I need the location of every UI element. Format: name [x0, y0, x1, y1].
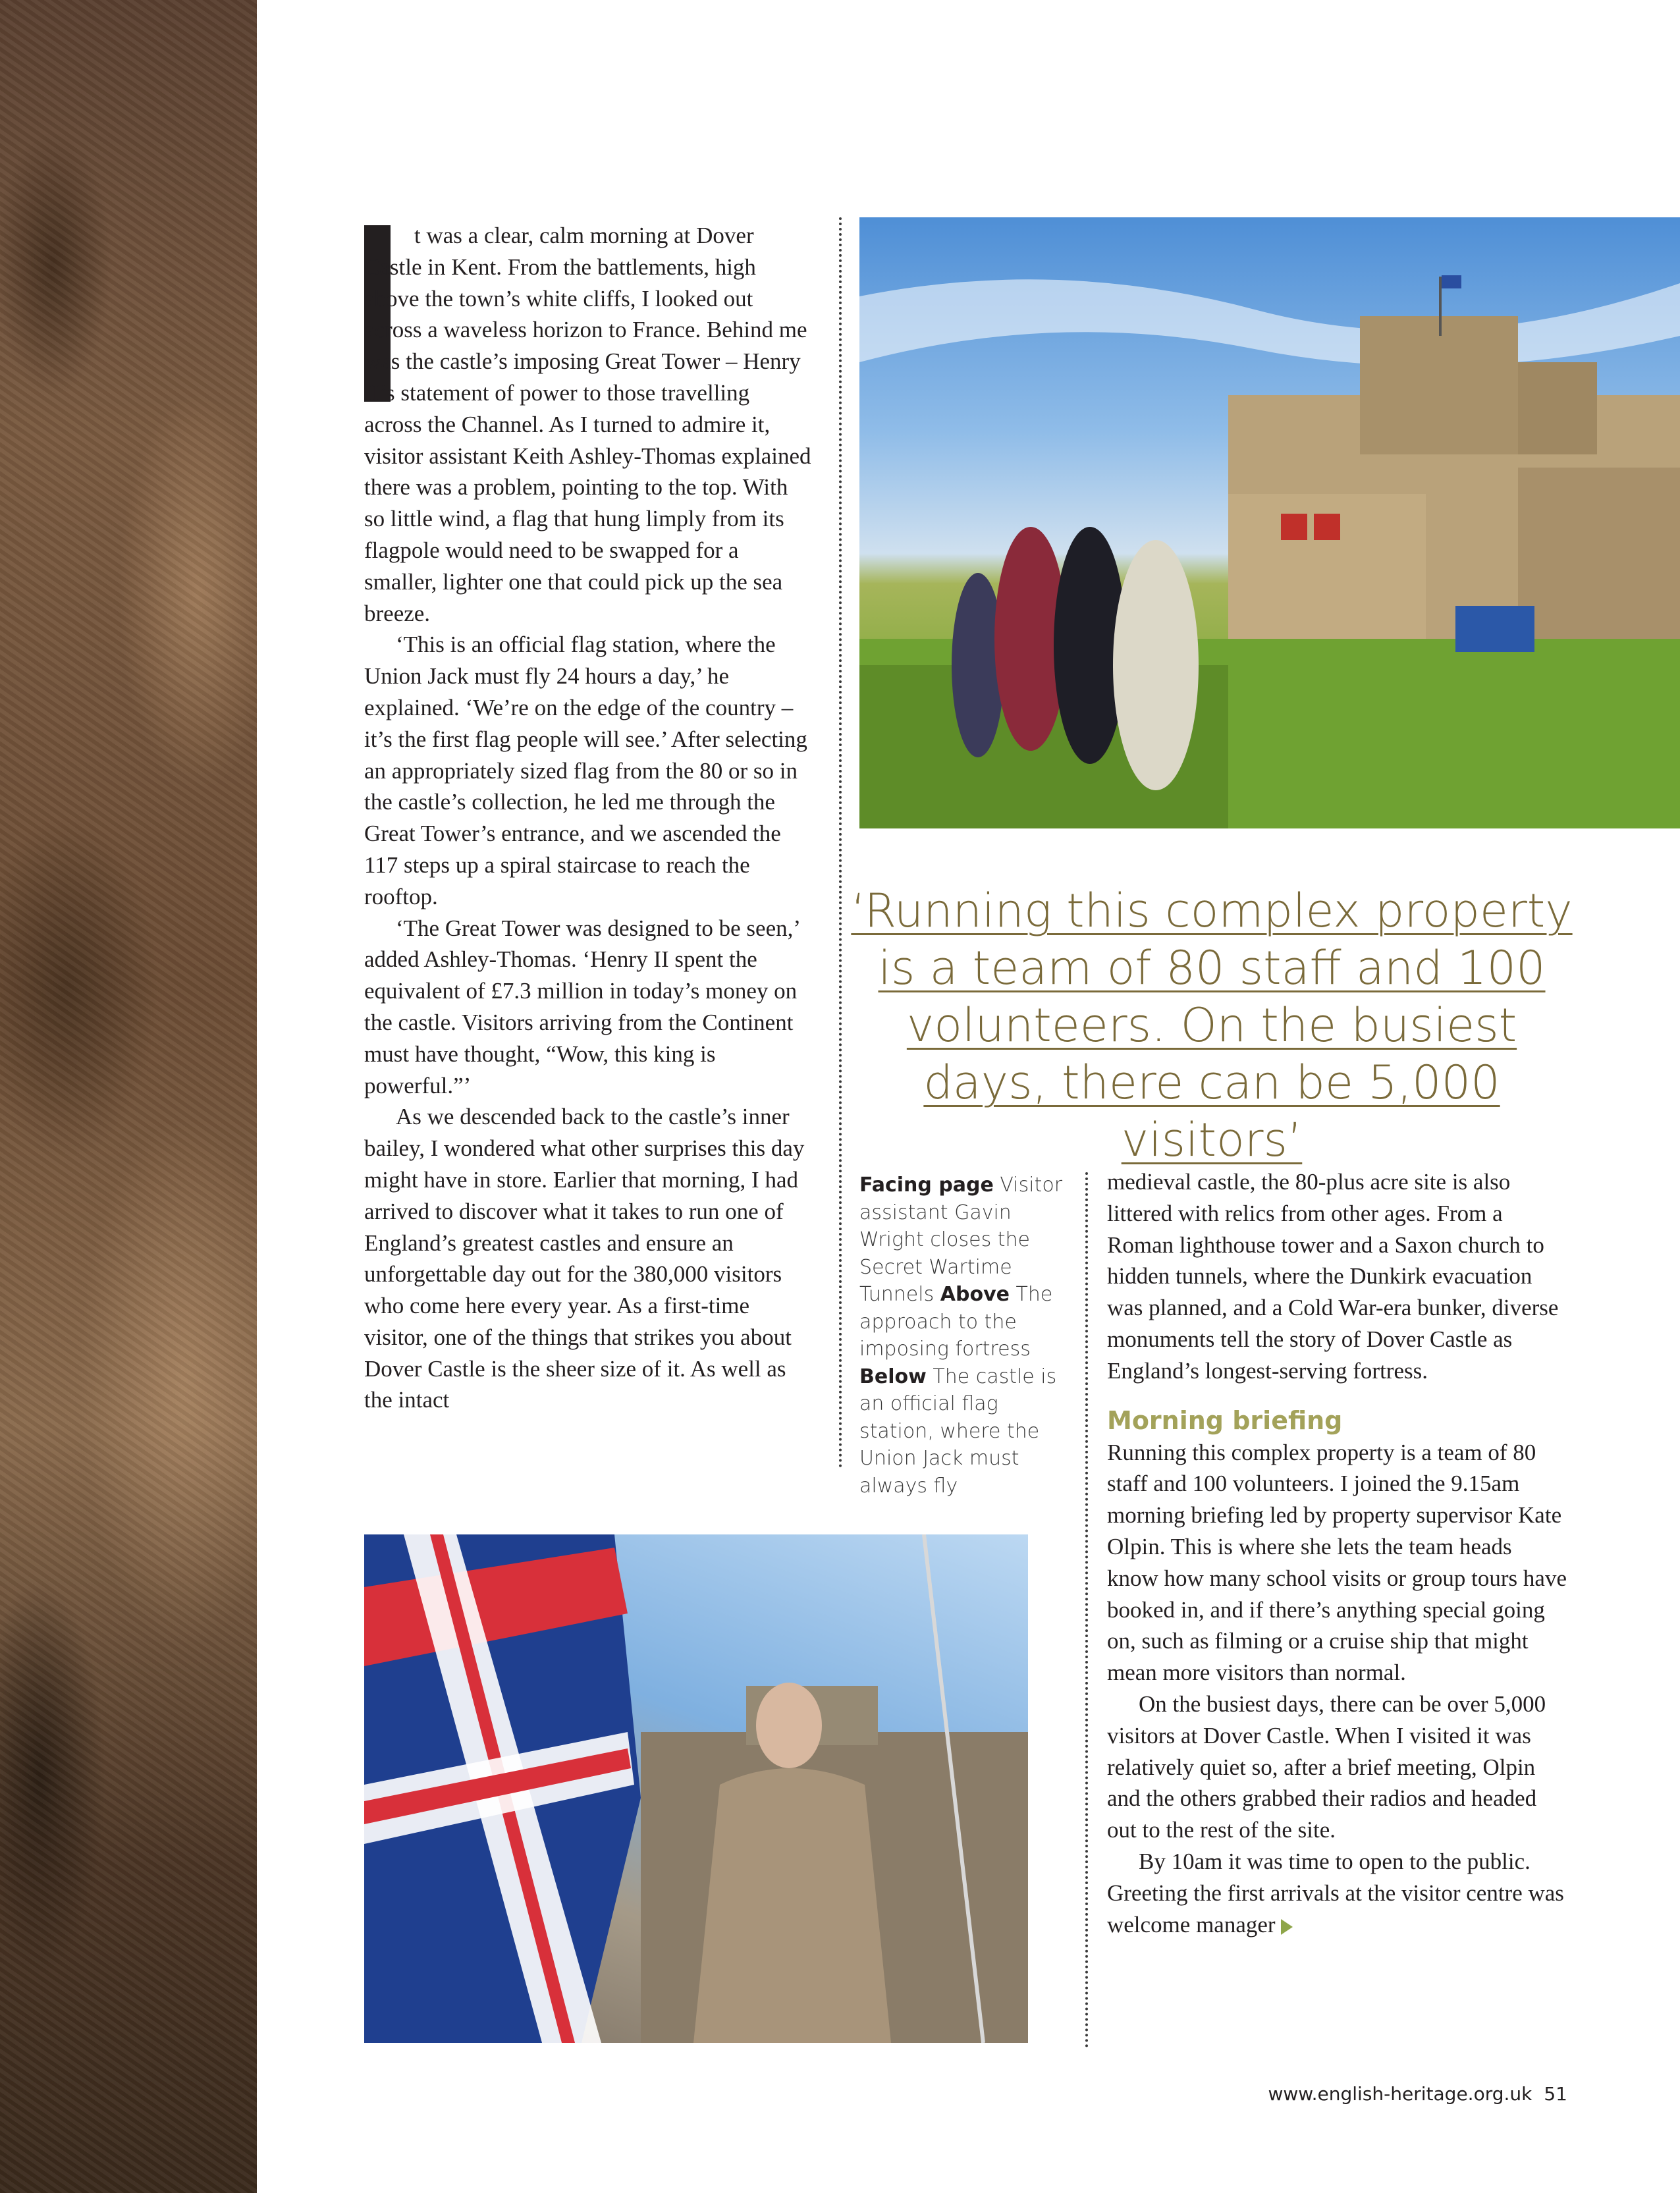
caption-below-text: The castle is an official flag station, where the Union Jack must always fly [859, 1365, 1057, 1498]
pull-quote: ‘Running this complex property is a team of 80 staff and 100 volunteers. On the busiest days, there can be 5,000 visitors’ [851, 884, 1573, 1167]
footer-url: www.english-heritage.org.uk [1268, 2083, 1532, 2105]
caption-above-text: The approach to the imposing fortress [859, 1283, 1053, 1361]
briefing-paragraph-3: By 10am it was time to open to the public. Greeting the first arrivals at the visitor centre was welcome manager [1107, 1848, 1564, 1937]
briefing-section [1107, 1437, 1568, 1941]
caption-below-label: Below [859, 1365, 927, 1388]
briefing-paragraph-2: On the busiest days, there can be over 5,000 visitors at Dover Castle. When I visited it was relatively quiet so, after a brief meeting, Olpin and the others grabbed their radios and headed out to the rest of the site. [1107, 1691, 1546, 1843]
paragraph-3: ‘The Great Tower was designed to be seen,’ added Ashley-Thomas. ‘Henry II spent the equivalent of £7.3 million in today’s money on the castle. Visitors arriving from the Continent must have thought, “Wow, this king is powerful.”’ [364, 915, 799, 1098]
article-column-1 [364, 220, 812, 1416]
column-divider-1 [839, 217, 842, 1469]
paragraph-4: As we descended back to the castle’s inner bailey, I wondered what other surprises this day might have in store. Earlier that morning, I had arrived to discover what it takes to run one of England’s greatest castles and ensure an unforgettable day out for the 380,000 visitors who come here every year. As a first-time visitor, one of the things that strikes you about Dover Castle is the sheer size of it. As well as the intact [364, 1104, 805, 1413]
briefing-paragraph-1: Running this complex property is a team of 80 staff and 100 volunteers. I joined the 9.15am morning briefing led by property supervisor Kate Olpin. This is where she lets the team heads know how many school visits or group tours have booked in, and if there’s anything special going on, such as filming or a cruise ship that might mean more visitors than normal. [1107, 1439, 1567, 1686]
photo-caption [859, 1172, 1067, 1500]
page-number: 51 [1544, 2083, 1567, 2105]
continue-arrow-icon [1281, 1919, 1293, 1935]
caption-facing-text: Visitor assistant Gavin Wright closes the Secret Wartime Tunnels [859, 1174, 1063, 1306]
intro-paragraph: medieval castle, the 80-plus acre site is also littered with relics from other ages. From a Roman lighthouse tower and a Saxon church to hidden tunnels, where the Dunkirk evacuation was planned, and a Cold War-era bunker, diverse monuments tell the story of Dover Castle as England’s longest-serving fortress. [1107, 1169, 1559, 1384]
flag-illustration [364, 1534, 1028, 2043]
caption-above-label: Above [940, 1283, 1010, 1306]
page-footer [1251, 2083, 1567, 2105]
article-column-3 [1107, 1166, 1568, 1940]
side-rock-photo [0, 0, 257, 2193]
paragraph-2: ‘This is an official flag station, where the Union Jack must fly 24 hours a day,’ he explained. ‘We’re on the edge of the country – it’s the first flag people will see.’ After selecting an appropriately sized flag from the 80 or so in the castle’s collection, he led me through the Great Tower’s entrance, and we ascended the 117 steps up a spiral staircase to reach the rooftop. [364, 632, 807, 909]
subheading: Morning briefing [1107, 1405, 1343, 1435]
paragraph-1: t was a clear, calm morning at Dover Castle in Kent. From the battlements, high above the town’s white cliffs, I looked out across a waveless horizon to France. Behind me was the castle’s imposing Great Tower – Henry II’s statement of power to those travelling across the Channel. As I turned to admire it, visitor assistant Keith Ashley-Thomas explained there was a problem, pointing to the top. With so little wind, a flag that hung limply from its flagpole would need to be swapped for a smaller, lighter one that could pick up the sea breeze. [364, 223, 811, 626]
caption-facing-label: Facing page [859, 1174, 994, 1197]
column-divider-2 [1085, 1172, 1088, 2048]
flag-photo [364, 1534, 1028, 2043]
castle-illustration [859, 217, 1680, 828]
castle-photo [859, 217, 1680, 828]
